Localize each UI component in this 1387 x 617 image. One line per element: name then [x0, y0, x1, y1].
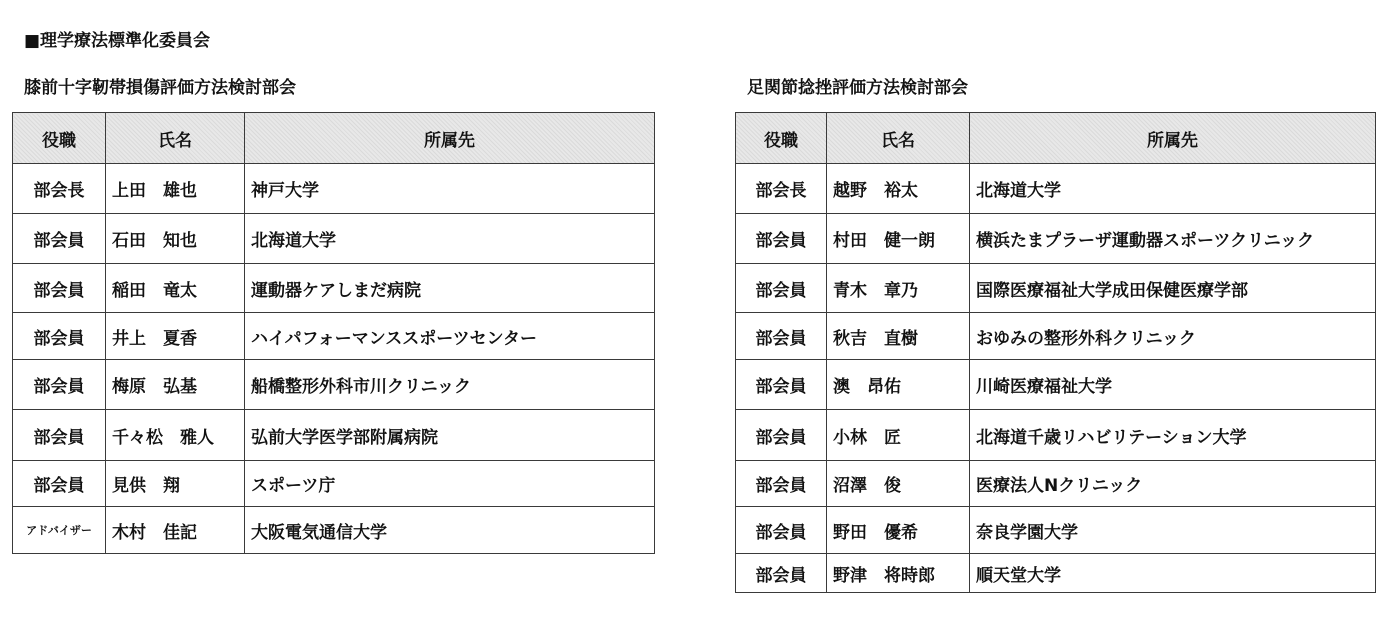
member-name: 稲田 竜太: [106, 264, 245, 313]
member-role: 部会員: [736, 214, 827, 264]
member-role: 部会員: [736, 410, 827, 461]
table-row: [13, 360, 655, 410]
member-name: 秋吉 直樹: [827, 313, 970, 360]
page-title: ■理学療法標準化委員会: [24, 31, 211, 51]
table-header-row: [13, 113, 655, 164]
column-header-role: 役職: [13, 113, 106, 164]
member-role: 部会員: [13, 313, 106, 360]
member-affiliation: ハイパフォーマンススポーツセンター: [245, 313, 655, 360]
member-name: 梅原 弘基: [106, 360, 245, 410]
committee-acl-title: 膝前十字靭帯損傷評価方法検討部会: [24, 78, 296, 98]
member-name: 野津 将時郎: [827, 554, 970, 593]
member-affiliation: 国際医療福祉大学成田保健医療学部: [970, 264, 1376, 313]
member-affiliation: 大阪電気通信大学: [245, 507, 655, 554]
member-role: 部会員: [736, 554, 827, 593]
table-row: [13, 461, 655, 507]
member-affiliation: 神戸大学: [245, 164, 655, 214]
member-name: 村田 健一朗: [827, 214, 970, 264]
member-name: 沼澤 俊: [827, 461, 970, 507]
member-role: 部会員: [13, 360, 106, 410]
member-role: 部会員: [13, 461, 106, 507]
table-row: [13, 507, 655, 554]
member-name: 澳 昂佑: [827, 360, 970, 410]
table-row: [736, 461, 1376, 507]
member-name: 石田 知也: [106, 214, 245, 264]
table-row: [13, 214, 655, 264]
member-role: 部会員: [13, 214, 106, 264]
table-row: [13, 164, 655, 214]
table-row: [736, 507, 1376, 554]
member-name: 小林 匠: [827, 410, 970, 461]
member-affiliation: 北海道大学: [245, 214, 655, 264]
table-header-row: [736, 113, 1376, 164]
column-header-name: 氏名: [106, 113, 245, 164]
member-affiliation: 横浜たまプラーザ運動器スポーツクリニック: [970, 214, 1376, 264]
table-row: [736, 264, 1376, 313]
column-header-affiliation: 所属先: [245, 113, 655, 164]
member-role: 部会長: [736, 164, 827, 214]
member-role: 部会員: [13, 264, 106, 313]
member-name: 井上 夏香: [106, 313, 245, 360]
member-affiliation: 北海道大学: [970, 164, 1376, 214]
member-role: 部会員: [736, 313, 827, 360]
member-role: 部会員: [736, 461, 827, 507]
committee-acl-table: [12, 112, 655, 554]
column-header-name: 氏名: [827, 113, 970, 164]
member-name: 千々松 雅人: [106, 410, 245, 461]
member-affiliation: おゆみの整形外科クリニック: [970, 313, 1376, 360]
table-row: [736, 410, 1376, 461]
member-name: 見供 翔: [106, 461, 245, 507]
member-affiliation: 船橋整形外科市川クリニック: [245, 360, 655, 410]
member-role: 部会員: [736, 264, 827, 313]
committee-ankle-title: 足関節捻挫評価方法検討部会: [747, 78, 968, 98]
member-affiliation: 運動器ケアしまだ病院: [245, 264, 655, 313]
member-role: アドバイザー: [13, 507, 106, 554]
member-name: 越野 裕太: [827, 164, 970, 214]
member-affiliation: 弘前大学医学部附属病院: [245, 410, 655, 461]
member-affiliation: 医療法人Nクリニック: [970, 461, 1376, 507]
committee-ankle-table: [735, 112, 1376, 593]
table-row: [736, 214, 1376, 264]
table-row: [736, 313, 1376, 360]
member-name: 野田 優希: [827, 507, 970, 554]
column-header-affiliation: 所属先: [970, 113, 1376, 164]
member-affiliation: 川崎医療福祉大学: [970, 360, 1376, 410]
member-name: 青木 章乃: [827, 264, 970, 313]
member-affiliation: 奈良学園大学: [970, 507, 1376, 554]
member-role: 部会員: [736, 360, 827, 410]
member-role: 部会長: [13, 164, 106, 214]
member-role: 部会員: [13, 410, 106, 461]
member-affiliation: 順天堂大学: [970, 554, 1376, 593]
table-row: [13, 313, 655, 360]
member-role: 部会員: [736, 507, 827, 554]
column-header-role: 役職: [736, 113, 827, 164]
member-name: 木村 佳記: [106, 507, 245, 554]
table-row: [736, 164, 1376, 214]
table-row: [736, 360, 1376, 410]
member-name: 上田 雄也: [106, 164, 245, 214]
member-affiliation: 北海道千歳リハビリテーション大学: [970, 410, 1376, 461]
table-row: [13, 410, 655, 461]
table-row: [13, 264, 655, 313]
member-affiliation: スポーツ庁: [245, 461, 655, 507]
table-row: [736, 554, 1376, 593]
